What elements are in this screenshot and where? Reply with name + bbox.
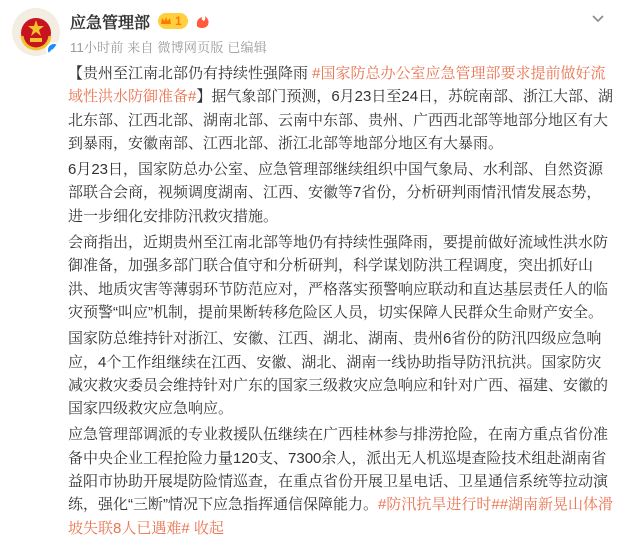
- post-title: 【贵州至江南北部仍有持续性强降雨: [68, 65, 313, 82]
- paragraph-1-body: 】据气象部门预测，6月23日至24日，苏皖南部、浙江大部、湖北东部、江西北部、湖南北部、云南中东部、贵州、广西西北部等地部分地区有大到暴雨，安徽南部、江西北部、浙江北部等地部分地区有大暴雨。: [68, 88, 614, 152]
- vip-badge[interactable]: [158, 13, 188, 29]
- topic-link[interactable]: #防汛抗旱进行时#: [378, 496, 500, 514]
- paragraph-4: 国家防总维持针对浙江、安徽、江西、湖北、湖南、贵州6省份的防汛四级应急响应，4个工作组继续在江西、安徽、湖北、湖南一线协助指导防汛抗洪。国家防灾减灾救灾委员会维持针对广东的国家三级救灾应急响应和针对广西、福建、安徽的国家四级救灾应急响应。: [68, 330, 609, 418]
- paragraph-1: [68, 62, 616, 155]
- topic-link[interactable]: #湖南新晃山体滑坡失联8人已遇难#: [68, 496, 614, 537]
- vip-level: 1: [175, 14, 182, 28]
- post-meta: 11小时前 来自 微博网页版 已编辑: [70, 40, 267, 55]
- post-content: [68, 62, 616, 543]
- paragraph-3: 会商指出，近期贵州至江南北部等地仍有持续性强降雨，要提前做好流域性洪水防御准备，加强多部门联合值守和分析研判，科学谋划防洪工程调度，突出抓好山洪、地质灾害等薄弱环节防范应对，严格落实预警响应联动和直达基层责任人的临灾预警“叫应”机制，提前果断转移危险区人员，切实保障人民群众生命财产安全。: [68, 234, 609, 321]
- paragraph-2: 6月23日，国家防总办公室、应急管理部继续组织中国气象局、水利部、自然资源部联合会商，视频调度湖南、江西、安徽等7省份，分析研判雨情汛情发展态势，进一步细化安排防汛救灾措施。: [68, 161, 604, 225]
- post-header: [12, 8, 612, 60]
- topic-link[interactable]: #国家防总办公室应急管理部要求提前做好流域性洪水防御准备#: [68, 65, 606, 106]
- fans-badge-icon[interactable]: [194, 13, 212, 29]
- chevron-down-icon[interactable]: [588, 8, 608, 28]
- verified-badge-icon: [46, 42, 60, 56]
- account-name[interactable]: 应急管理部: [70, 14, 151, 32]
- paragraph-5-body: 应急管理部调派的专业救援队伍继续在广西桂林参与排涝抢险，在南方重点省份准备中央企业工程抢险力量120支、7300余人，派出无人机巡堤查险技术组赴湖南省益阳市协助开展堤防险情巡查，在重点省份开展卫星电话、卫星通信系统等拉动演练，强化“三断”情况下应急指挥通信保障能力。: [68, 426, 609, 514]
- avatar[interactable]: [12, 8, 60, 56]
- name-row: [70, 10, 212, 32]
- paragraph-5: [68, 423, 616, 539]
- vip-crown-icon: [160, 15, 172, 27]
- collapse-link[interactable]: 收起: [193, 519, 224, 537]
